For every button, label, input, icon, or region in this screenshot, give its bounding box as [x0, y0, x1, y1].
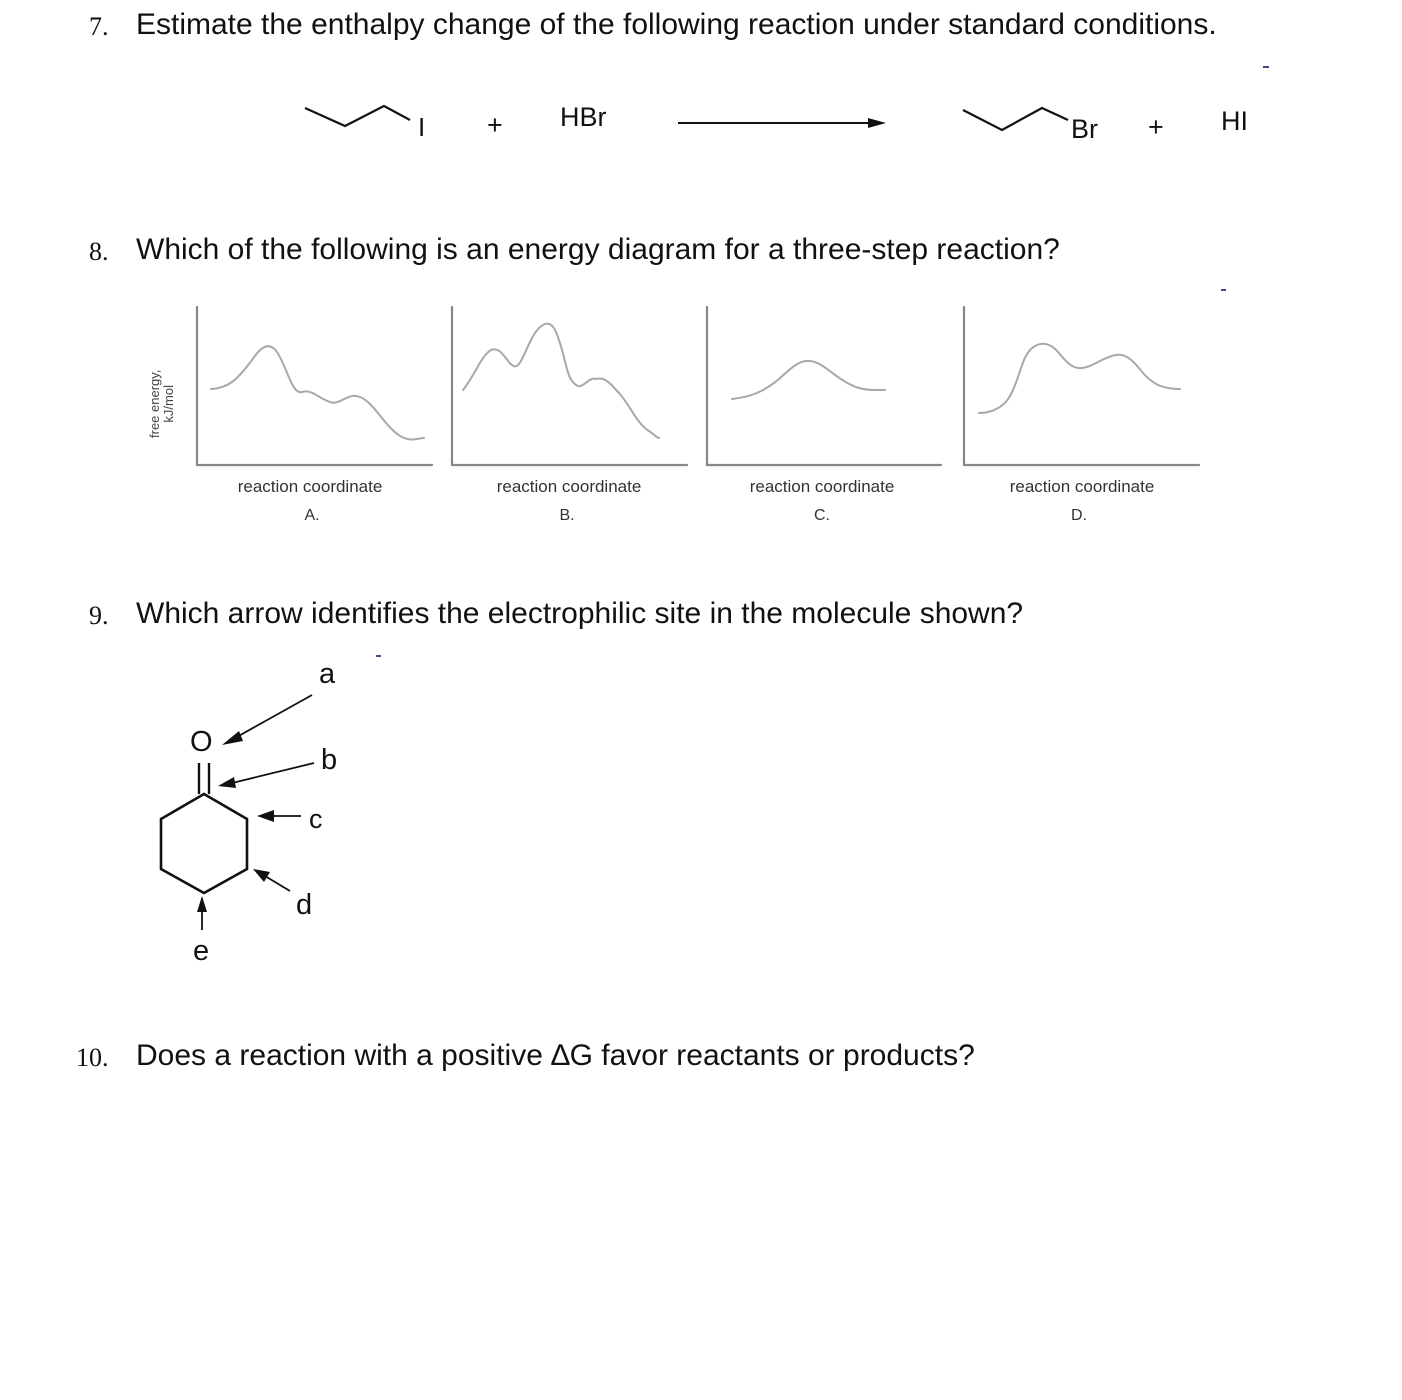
product-bromine-atom: Br — [1071, 114, 1098, 144]
question-text: Estimate the enthalpy change of the following reaction under standard conditions. — [136, 8, 1217, 41]
option-letter-c: C. — [814, 507, 830, 524]
question-number: 9. — [89, 601, 109, 630]
x-axis-label: reaction coordinate — [1009, 477, 1155, 496]
question-text: Which of the following is an energy diagram for a three-step reaction? — [136, 233, 1060, 266]
byproduct-hi: HI — [1221, 106, 1248, 136]
plus-sign: + — [487, 110, 503, 140]
reactant-iodine-atom: I — [418, 112, 426, 142]
plus-sign: + — [1148, 112, 1164, 142]
question-text: Which arrow identifies the electrophilic site in the molecule shown? — [136, 597, 1024, 630]
arrow-label-c: c — [309, 804, 323, 834]
arrow-label-a: a — [319, 658, 336, 690]
question-number: 10. — [76, 1043, 109, 1072]
x-axis-label: reaction coordinate — [496, 477, 642, 496]
reagent-hbr: HBr — [560, 102, 607, 132]
x-axis-label: reaction coordinate — [749, 477, 895, 496]
question-number: 8. — [89, 237, 109, 266]
oxygen-atom: O — [190, 726, 213, 758]
option-letter-a: A. — [304, 507, 320, 524]
option-letter-b: B. — [559, 507, 575, 524]
arrow-label-e: e — [193, 935, 210, 967]
option-letter-d: D. — [1071, 507, 1087, 524]
arrow-label-b: b — [321, 744, 338, 776]
x-axis-label: reaction coordinate — [237, 477, 383, 496]
question-number: 7. — [89, 12, 109, 41]
arrow-label-d: d — [296, 889, 313, 921]
question-text: Does a reaction with a positive ∆G favor reactants or products? — [136, 1039, 975, 1072]
